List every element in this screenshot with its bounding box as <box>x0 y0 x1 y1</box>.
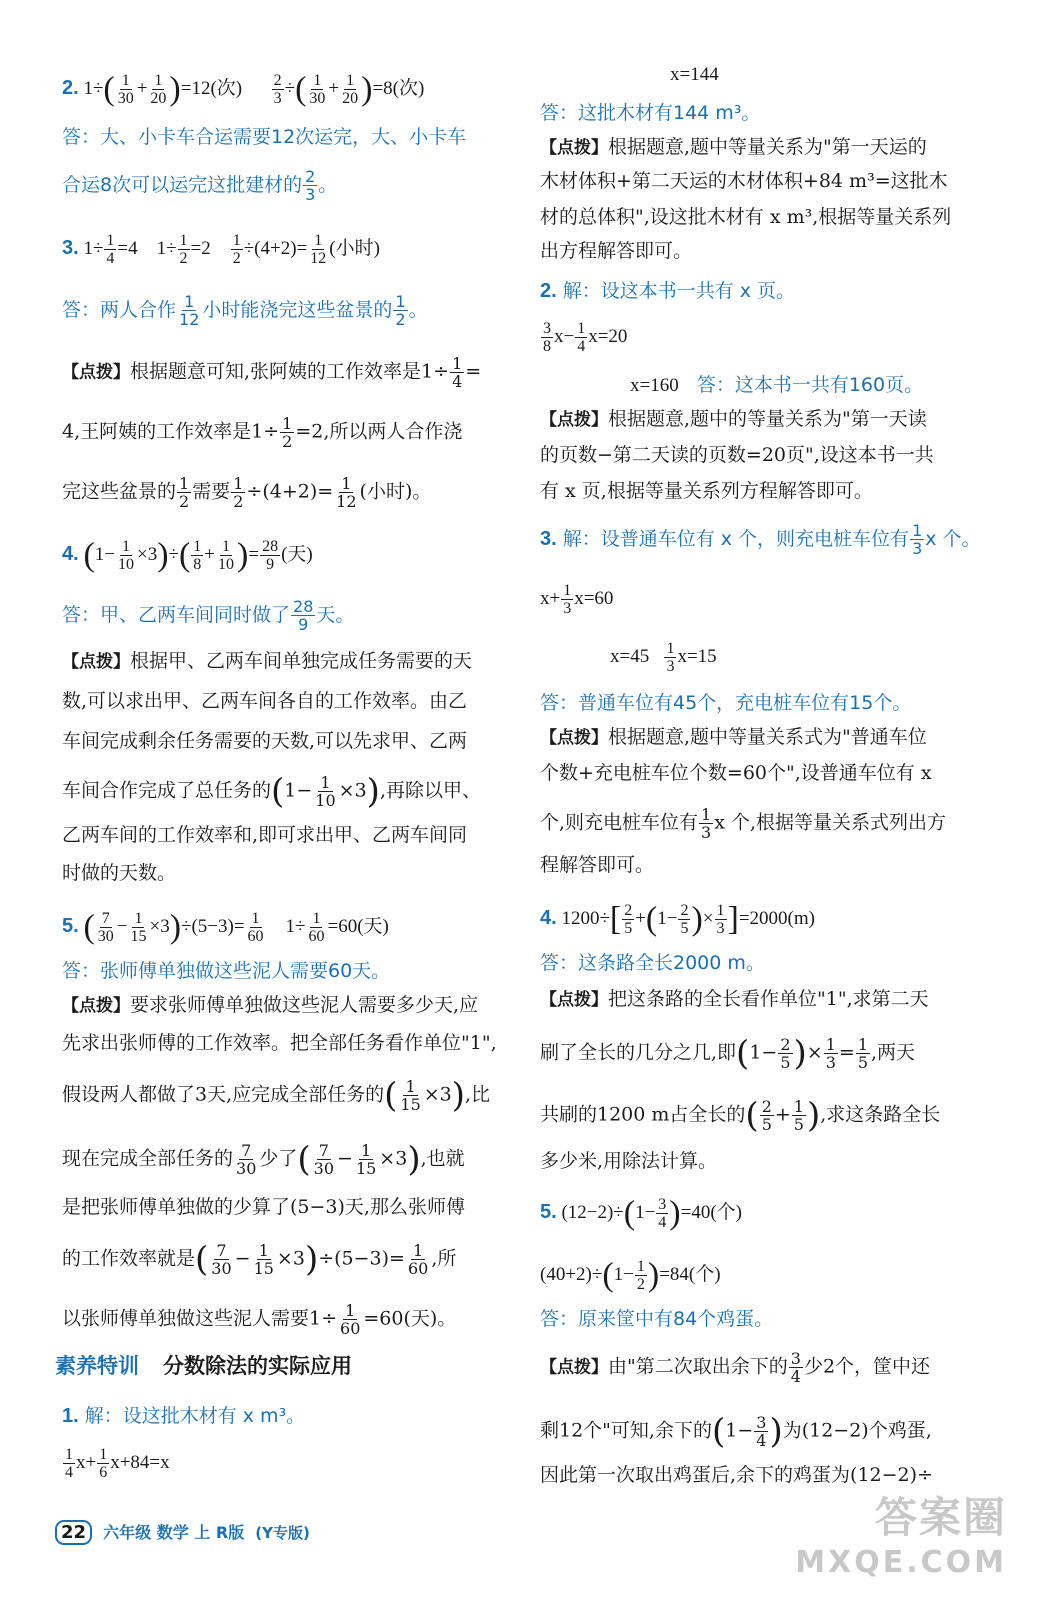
s2-tip-2: 的页数−第二天读的页数=20页",设这本书一共 <box>540 444 934 466</box>
question-number: 5. <box>62 914 79 937</box>
s4-tip-2: 刷了全长的几分之几,即(1− $\frac{2}{5}$ )× $\frac{1}{3}$ = $\frac{1}{5}$ ,两天 <box>540 1033 916 1074</box>
s1-answer: 答：这批木材有144 m³。 <box>540 102 761 124</box>
q4-tip-2: 数,可以求出甲、乙两车间各自的工作效率。由乙 <box>62 690 468 712</box>
s3-line: 3. 解：设普通车位有 x 个，则充电桩车位有 $\frac{1}{3}$ x 个。 <box>540 521 981 558</box>
q3-tip-1: 【点拨】根据题意可知,张阿姨的工作效率是1÷ $\frac{1}{4}$ = <box>62 354 482 391</box>
s1-line: 1. 解：设这批木材有 x m³。 <box>62 1405 306 1427</box>
q4-tip-4: 车间合作完成了总任务的(1− $\frac{1}{10}$ ×3),再除以甲、 <box>62 771 481 812</box>
s1-tip-4: 出方程解答即可。 <box>540 240 693 262</box>
watermark-url: MXQE.COM <box>795 1545 1007 1580</box>
question-number: 1. <box>62 1405 79 1427</box>
question-number: 3. <box>540 528 557 550</box>
s3-tip-2: 个数+充电桩车位个数=60个",设普通车位有 x <box>540 762 932 784</box>
s5-answer: 答：原来筐中有84个鸡蛋。 <box>540 1308 774 1330</box>
question-number: 4. <box>62 542 79 565</box>
s3-equation: x+ $\frac{1}{3}$ x=60 <box>540 582 614 617</box>
q3-tip-2: 4,王阿姨的工作效率是1÷ $\frac{1}{2}$ =2,所以两人合作浇 <box>62 414 463 451</box>
q5-formula-line: 5. ( $\frac{7}{30}$ − $\frac{1}{15}$ ×3)÷(5−3)= $\frac{1}{60}$ 1÷ $\frac{1}{60}$ =60(天) <box>62 908 389 946</box>
section-title: 素养特训 分数除法的实际应用 <box>55 1354 352 1378</box>
s5-formula-1: 5. (12−2)÷(1− $\frac{3}{4}$ )=40(个) <box>540 1194 742 1232</box>
s5-tip-2: 剩12个"可知,余下的(1− $\frac{3}{4}$ )为(12−2)个鸡蛋, <box>540 1411 932 1452</box>
question-number: 2. <box>540 280 557 302</box>
q4-tip-5: 乙两车间的工作效率和,即可求出甲、乙两车间同 <box>62 824 468 846</box>
fraction: $\frac{2}{3}$ <box>273 72 282 107</box>
s1-tip-2: 木材体积+第二天运的木材体积+84 m³=这批木 <box>540 170 948 192</box>
fraction: $\frac{1}{20}$ <box>150 72 167 107</box>
s2-equation: $\frac{3}{8}$ x− $\frac{1}{4}$ x=20 <box>543 320 628 355</box>
s4-tip-1: 【点拨】把这条路的全长看作单位"1",求第二天 <box>540 988 929 1010</box>
s1-tip-3: 材的总体积",设这批木材有 x m³,根据等量关系列 <box>540 206 952 228</box>
q5-tip-7: 以张师傅单独做这些泥人需要1÷ $\frac{1}{60}$ =60(天)。 <box>62 1301 457 1338</box>
page-footer <box>55 1520 310 1545</box>
q5-answer: 答：张师傅单独做这些泥人需要60天。 <box>62 960 391 982</box>
question-number: 5. <box>540 1200 557 1223</box>
book-series: (Y专版) <box>255 1524 310 1542</box>
s4-formula: 4. 1200÷[ $\frac{2}{5}$ +(1− $\frac{2}{5}$ )× $\frac{1}{3}$ ]=2000(m) <box>540 900 815 938</box>
section-tag: 素养特训 <box>55 1354 139 1378</box>
q3-formula-line: 3. 1÷ $\frac{1}{4}$ =4 1÷ $\frac{1}{2}$ =2 $\frac{1}{2}$ ÷(4+2)= $\frac{1}{12}$ (小时) <box>62 232 380 267</box>
s2-solution: x=160 答：这本书一共有160页。 <box>630 374 924 396</box>
s4-tip-4: 多少米,用除法计算。 <box>540 1150 718 1172</box>
q2-answer-1: 答：大、小卡车合运需要12次运完，大、小卡车 <box>62 126 467 148</box>
s3-solution: x=45 $\frac{1}{3}$ x=15 <box>610 640 717 675</box>
s3-tip-1: 【点拨】根据题意,题中等量关系式为"普通车位 <box>540 726 927 748</box>
q5-tip-5: 是把张师傅单独做的少算了(5−3)天,那么张师傅 <box>62 1196 465 1218</box>
q4-answer: 答：甲、乙两车间同时做了 $\frac{28}{9}$ 天。 <box>62 597 355 634</box>
q3-tip-3: 完这些盆景的 $\frac{1}{2}$ 需要 $\frac{1}{2}$ ÷(4+2)= $\frac{1}{12}$ (小时)。 <box>62 474 432 511</box>
q4-tip-3: 车间完成剩余任务需要的天数,可以先求甲、乙两 <box>62 730 468 752</box>
s1-solution: x=144 <box>670 64 719 85</box>
q4-formula-line: 4. (1− $\frac{1}{10}$ ×3)÷( $\frac{1}{8}$ + $\frac{1}{10}$ )= $\frac{28}{9}$ (天) <box>62 536 313 574</box>
q5-tip-1: 【点拨】要求张师傅单独做这些泥人需要多少天,应 <box>62 994 479 1016</box>
q3-answer: 答：两人合作 $\frac{1}{12}$ 小时能浇完这些盆景的 $\frac{1}{2}$ 。 <box>62 292 428 329</box>
watermark-logo: 答案圈 <box>874 1493 1007 1542</box>
s4-tip-3: 共刷的1200 m占全长的( $\frac{2}{5}$ + $\frac{1}{5}$ ),求这条路全长 <box>540 1095 941 1136</box>
s2-tip-3: 有 x 页,根据等量关系列方程解答即可。 <box>540 480 873 502</box>
q5-tip-2: 先求出张师傅的工作效率。把全部任务看作单位"1", <box>62 1032 497 1054</box>
fraction: $\frac{1}{20}$ <box>342 72 359 107</box>
page-number: 22 <box>55 1520 92 1545</box>
s5-formula-2: (40+2)÷(1− $\frac{1}{2}$ )=84(个) <box>540 1256 721 1294</box>
s3-tip-3: 个,则充电桩车位有 $\frac{1}{3}$ x 个,根据等量关系式列出方 <box>540 805 947 842</box>
q5-tip-4: 现在完成全部任务的 $\frac{7}{30}$ 少了( $\frac{7}{30}$ − $\frac{1}{15}$ ×3),也就 <box>62 1139 465 1180</box>
question-number: 3. <box>62 236 79 259</box>
q5-tip-3: 假设两人都做了3天,应完成全部任务的( $\frac{1}{15}$ ×3),比 <box>62 1075 491 1116</box>
s3-answer: 答：普通车位有45个，充电桩车位有15个。 <box>540 692 912 714</box>
s5-tip-1: 【点拨】由"第二次取出余下的 $\frac{3}{4}$ 少2个，筐中还 <box>540 1349 931 1386</box>
s2-tip-1: 【点拨】根据题意,题中的等量关系为"第一天读 <box>540 408 927 430</box>
s4-answer: 答：这条路全长2000 m。 <box>540 952 765 974</box>
s5-tip-3: 因此第一次取出鸡蛋后,余下的鸡蛋为(12−2)÷ <box>540 1464 933 1486</box>
q4-tip-1: 【点拨】根据甲、乙两车间单独完成任务需要的天 <box>62 650 473 672</box>
s1-equation: $\frac{1}{4}$ x+ $\frac{1}{6}$ x+84=x <box>65 1446 170 1481</box>
s1-tip-1: 【点拨】根据题意,题中等量关系为"第一天运的 <box>540 136 927 158</box>
question-number: 4. <box>540 906 557 929</box>
s2-line: 2. 解：设这本书一共有 x 页。 <box>540 280 796 302</box>
q5-tip-6: 的工作效率就是( $\frac{7}{30}$ − $\frac{1}{15}$ ×3)÷(5−3)= $\frac{1}{60}$ ,所 <box>62 1239 457 1280</box>
watermark <box>795 1485 1007 1580</box>
q4-tip-6: 时做的天数。 <box>62 862 177 884</box>
question-number: 2. <box>62 76 79 99</box>
book-title: 六年级 数学 上 R版 <box>103 1523 245 1542</box>
fraction: $\frac{1}{30}$ <box>309 72 326 107</box>
s3-tip-4: 程解答即可。 <box>540 854 655 876</box>
q2-formula-line: 2. 1÷( $\frac{1}{30}$ + $\frac{1}{20}$ )=12(次) $\frac{2}{3}$ ÷( $\frac{1}{30}$ + $\frac{1}{20}$ )=8(次) <box>62 70 425 108</box>
fraction: $\frac{1}{30}$ <box>117 72 134 107</box>
q2-answer-2: 合运8次可以运完这批建材的 $\frac{2}{3}$ 。 <box>62 167 338 204</box>
